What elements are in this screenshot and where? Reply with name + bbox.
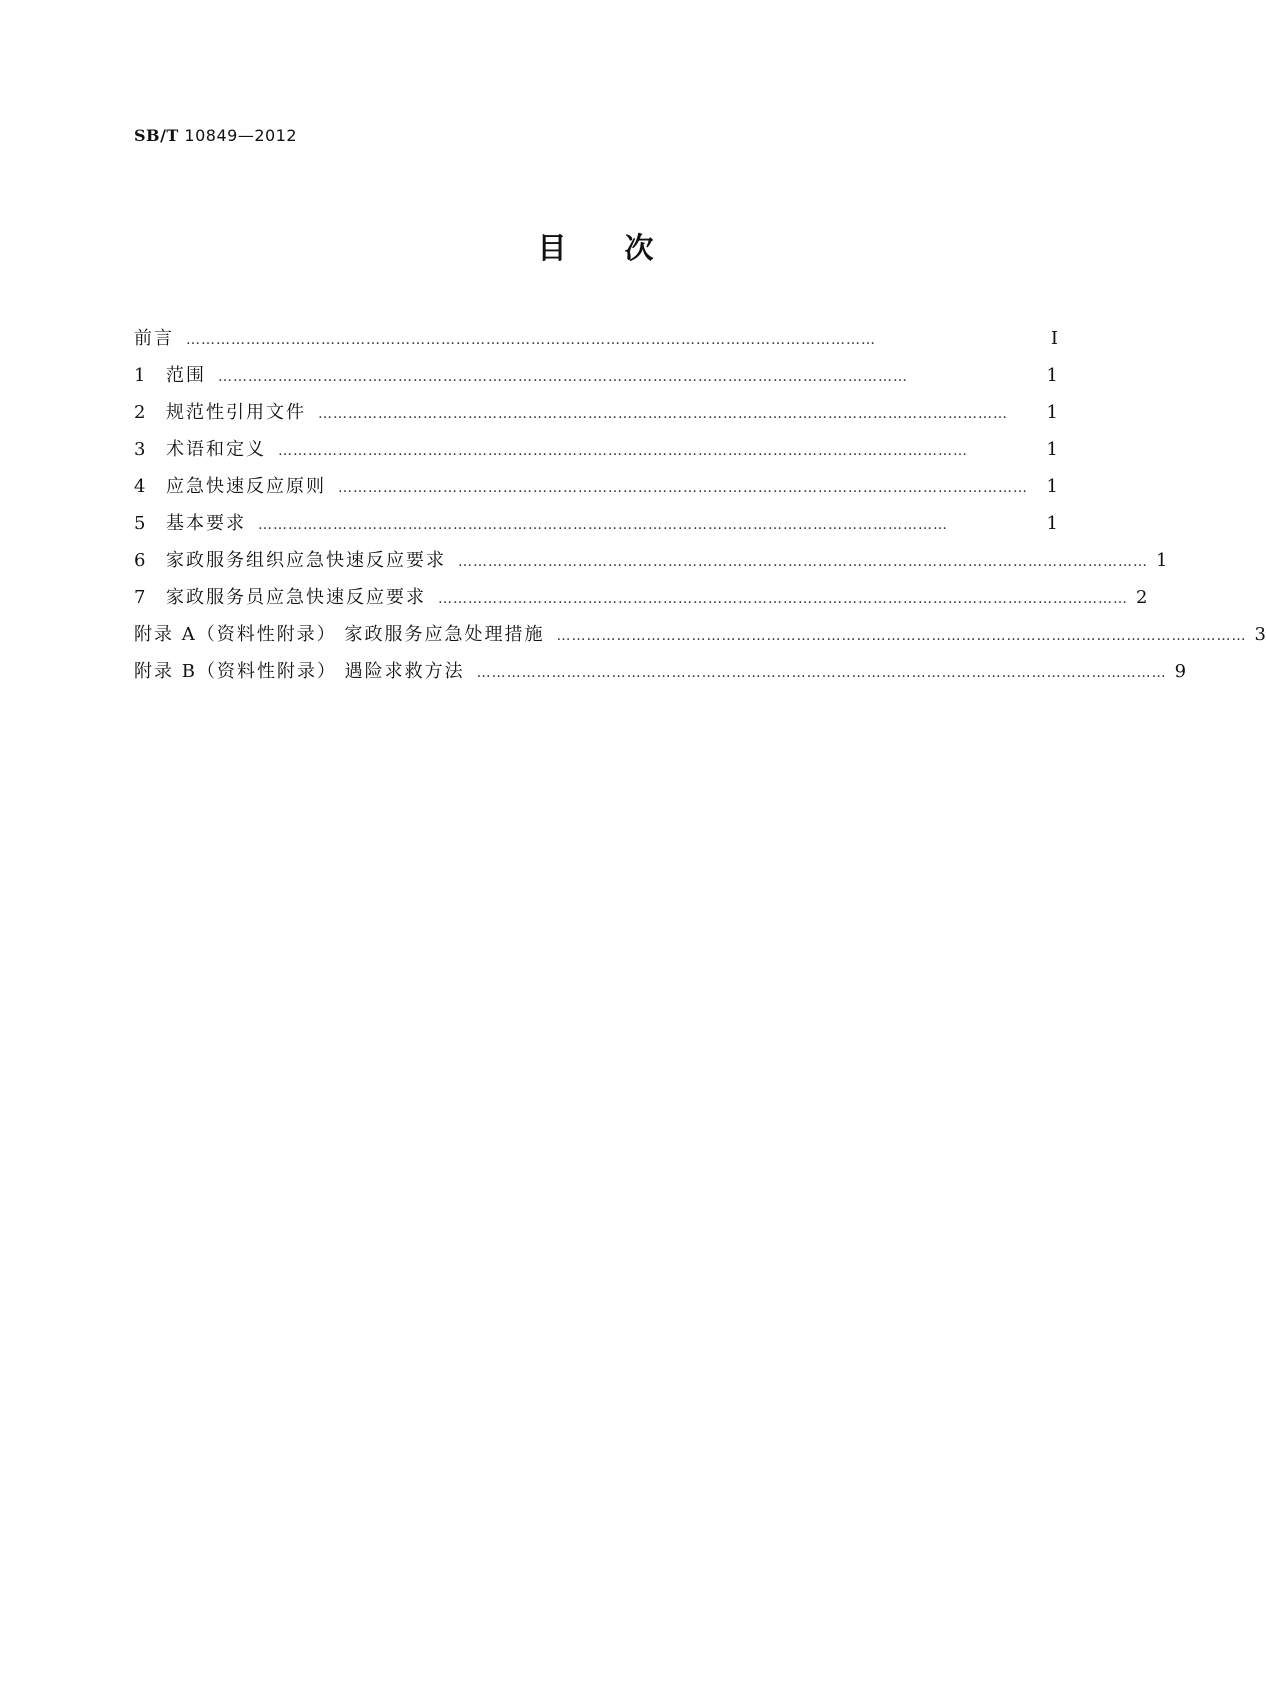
toc-entry-page: 1: [1046, 476, 1058, 497]
toc-entry-number: 7: [134, 587, 146, 608]
toc-entry-page: 1: [1046, 402, 1058, 423]
toc-entry-number: 1: [134, 365, 146, 386]
toc-leader-dots: …………………………………………………………………………………………………………………………: [556, 628, 1247, 644]
toc-entry-label: 附录 B（资料性附录） 遇险求救方法: [134, 661, 465, 682]
toc-entry-number: 6: [134, 550, 146, 571]
toc-entry[interactable]: [134, 361, 1058, 398]
toc-leader-dots: …………………………………………………………………………………………………………………………: [458, 554, 1148, 570]
toc-entry-page: 1: [1046, 513, 1058, 534]
toc-entry[interactable]: [134, 435, 1058, 472]
toc-entry-number: 5: [134, 513, 146, 534]
toc-entry-label: 家政服务组织应急快速反应要求: [166, 550, 446, 571]
toc-entry[interactable]: [134, 324, 1058, 361]
toc-entry-number: 4: [134, 476, 146, 497]
standard-identifier: [134, 126, 297, 145]
toc-entry[interactable]: [134, 509, 1058, 546]
standard-code: SB/T: [134, 126, 179, 145]
page-title: 目次: [537, 231, 712, 265]
toc-entry-label: 家政服务员应急快速反应要求: [166, 587, 426, 608]
toc-leader-dots: …………………………………………………………………………………………………………………………: [186, 332, 876, 348]
toc-entry[interactable]: [134, 398, 1058, 435]
toc-leader-dots: …………………………………………………………………………………………………………………………: [338, 480, 1028, 496]
toc-entry[interactable]: [134, 546, 1168, 583]
toc-entry-page: 9: [1174, 661, 1187, 682]
table-of-contents: [134, 324, 1266, 694]
toc-entry[interactable]: [134, 657, 1187, 694]
toc-entry-number: 2: [134, 402, 146, 423]
toc-entry-page: 1: [1156, 550, 1168, 571]
toc-entry[interactable]: [134, 620, 1266, 657]
toc-entry-page: Ⅰ: [1050, 328, 1058, 349]
toc-leader-dots: …………………………………………………………………………………………………………………………: [476, 665, 1167, 681]
toc-entry-page: 1: [1046, 439, 1058, 460]
toc-entry-label: 规范性引用文件: [166, 402, 306, 423]
toc-leader-dots: …………………………………………………………………………………………………………………………: [218, 369, 908, 385]
standard-number: 10849—2012: [184, 126, 298, 145]
toc-entry[interactable]: [134, 472, 1058, 509]
toc-entry-label: 术语和定义: [166, 439, 266, 460]
toc-entry-number: 3: [134, 439, 146, 460]
toc-entry-label: 范围: [166, 365, 206, 386]
toc-leader-dots: …………………………………………………………………………………………………………………………: [438, 591, 1128, 607]
toc-entry-label: 前言: [134, 328, 174, 349]
toc-leader-dots: …………………………………………………………………………………………………………………………: [318, 406, 1008, 422]
toc-entry-page: 2: [1136, 587, 1148, 608]
toc-entry-page: 1: [1046, 365, 1058, 386]
toc-entry-page: 3: [1254, 624, 1266, 645]
toc-entry[interactable]: [134, 583, 1148, 620]
toc-leader-dots: …………………………………………………………………………………………………………………………: [258, 517, 948, 533]
toc-entry-label: 应急快速反应原则: [166, 476, 326, 497]
toc-entry-label: 基本要求: [166, 513, 246, 534]
toc-entry-label: 附录 A（资料性附录） 家政服务应急处理措施: [134, 624, 545, 645]
toc-leader-dots: …………………………………………………………………………………………………………………………: [278, 443, 968, 459]
